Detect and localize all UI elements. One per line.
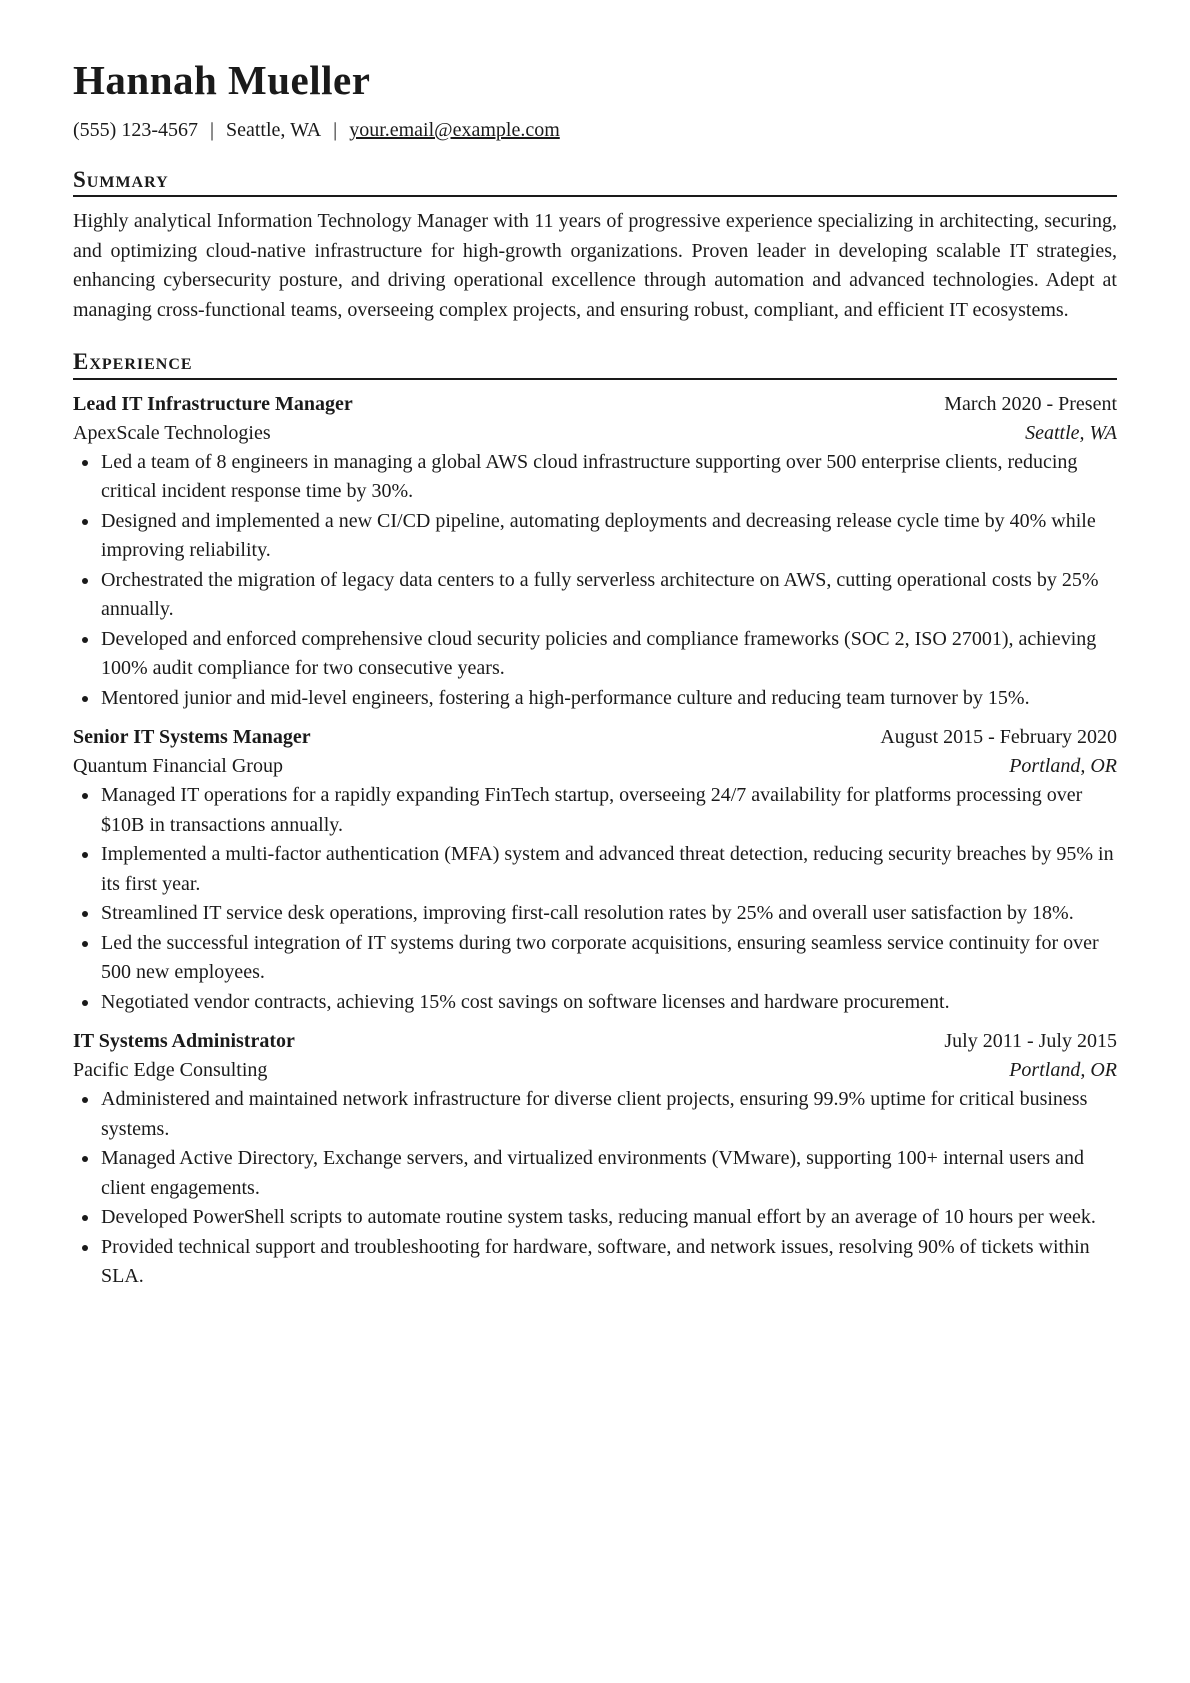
job-bullet xyxy=(73,1233,1117,1292)
job-bullet xyxy=(73,899,1117,929)
job-bullet xyxy=(73,840,1117,899)
job-bullet xyxy=(73,684,1117,714)
job-company-row xyxy=(73,1056,1117,1085)
bullet-icon xyxy=(82,1245,88,1251)
job-company-row xyxy=(73,752,1117,781)
job-location: Seattle, WA xyxy=(1025,421,1117,444)
summary-heading: Summary xyxy=(73,167,1117,197)
bullet-icon xyxy=(82,519,88,525)
job-bullet xyxy=(73,566,1117,625)
job-bullet-list xyxy=(73,448,1117,714)
job-title-row xyxy=(73,1027,1117,1056)
job-bullet-text: Mentored junior and mid-level engineers, fostering a high-performance culture and reducing team turnover by 15%. xyxy=(101,686,1030,709)
experience-list xyxy=(73,390,1117,1292)
job-bullet-list xyxy=(73,781,1117,1017)
job-bullet-text: Developed and enforced comprehensive cloud security policies and compliance frameworks (SOC 2, ISO 27001), achieving 100% audit compliance for two consecutive years. xyxy=(101,627,1097,680)
bullet-icon xyxy=(82,578,88,584)
contact-location: Seattle, WA xyxy=(226,119,322,142)
summary-text: Highly analytical Information Technology Manager with 11 years of progressive experience specializing in architecting, securing, and optimizing cloud-native infrastructure for high-growth organizations. Proven leader in developing scalable IT strategies, enhancing cybersecurity posture, and driving operational excellence through automation and advanced technologies. Adept at managing cross-functional teams, overseeing complex projects, and ensuring robust, compliant, and efficient IT ecosystems. xyxy=(73,210,1117,321)
bullet-icon xyxy=(82,911,88,917)
job-title-row xyxy=(73,390,1117,419)
job-bullet xyxy=(73,507,1117,566)
job-bullet xyxy=(73,1144,1117,1203)
job-bullet-text: Managed IT operations for a rapidly expanding FinTech startup, overseeing 24/7 availability for platforms processing over $10B in transactions annually. xyxy=(101,784,1083,836)
contact-separator: | xyxy=(209,119,214,142)
job-bullet xyxy=(73,625,1117,684)
bullet-icon xyxy=(82,637,88,643)
bullet-icon xyxy=(82,793,88,799)
job-bullet-text: Implemented a multi-factor authentication (MFA) system and advanced threat detection, reducing security breaches by 95% in its first year. xyxy=(101,843,1114,895)
job-dates: March 2020 - Present xyxy=(944,392,1117,415)
bullet-icon xyxy=(82,1215,88,1221)
bullet-icon xyxy=(82,941,88,947)
job-entry xyxy=(73,723,1117,1017)
job-entry xyxy=(73,390,1117,714)
email-link[interactable]: your.email@example.com xyxy=(349,119,560,142)
job-company: Quantum Financial Group xyxy=(73,755,283,778)
job-bullet-text: Led the successful integration of IT systems during two corporate acquisitions, ensuring seamless service continuity for over 500 new employees. xyxy=(101,931,1099,984)
bullet-icon xyxy=(82,1097,88,1103)
job-bullet xyxy=(73,448,1117,507)
bullet-icon xyxy=(82,460,88,466)
job-company: ApexScale Technologies xyxy=(73,421,271,444)
job-bullet-text: Developed PowerShell scripts to automate routine system tasks, reducing manual effort by an average of 10 hours per week. xyxy=(101,1206,1096,1229)
job-bullet-text: Negotiated vendor contracts, achieving 15% cost savings on software licenses and hardware procurement. xyxy=(101,990,950,1013)
job-bullet-text: Managed Active Directory, Exchange servers, and virtualized environments (VMware), supporting 100+ internal users and client engagements. xyxy=(101,1147,1085,1199)
experience-heading: Experience xyxy=(73,349,1117,379)
bullet-icon xyxy=(82,852,88,858)
phone-number: (555) 123-4567 xyxy=(73,119,198,142)
job-entry xyxy=(73,1027,1117,1292)
job-bullet-text: Provided technical support and troubleshooting for hardware, software, and network issues, resolving 90% of tickets within SLA. xyxy=(101,1235,1090,1288)
bullet-icon xyxy=(82,696,88,702)
job-title: Lead IT Infrastructure Manager xyxy=(73,392,353,415)
job-title: Senior IT Systems Manager xyxy=(73,726,311,749)
job-bullet xyxy=(73,929,1117,988)
job-bullet-text: Led a team of 8 engineers in managing a global AWS cloud infrastructure supporting over 500 enterprise clients, reducing critical incident response time by 30%. xyxy=(101,450,1078,503)
job-title: IT Systems Administrator xyxy=(73,1030,295,1053)
bullet-icon xyxy=(82,1156,88,1162)
bullet-icon xyxy=(82,1000,88,1006)
job-title-row xyxy=(73,723,1117,752)
job-company-row xyxy=(73,419,1117,448)
job-company: Pacific Edge Consulting xyxy=(73,1059,268,1082)
job-bullet-text: Administered and maintained network infrastructure for diverse client projects, ensuring 99.9% uptime for critical business systems. xyxy=(101,1088,1088,1140)
job-bullet-text: Orchestrated the migration of legacy data centers to a fully serverless architecture on AWS, cutting operational costs by 25% annually. xyxy=(101,568,1099,621)
candidate-name: Hannah Mueller xyxy=(73,57,371,103)
job-bullet xyxy=(73,988,1117,1018)
job-location: Portland, OR xyxy=(1009,755,1117,778)
job-bullet xyxy=(73,1203,1117,1233)
job-dates: July 2011 - July 2015 xyxy=(944,1030,1117,1053)
job-bullet-text: Streamlined IT service desk operations, improving first-call resolution rates by 25% and overall user satisfaction by 18%. xyxy=(101,902,1074,925)
contact-line xyxy=(73,117,1117,143)
job-location: Portland, OR xyxy=(1009,1059,1117,1082)
job-dates: August 2015 - February 2020 xyxy=(880,726,1117,749)
job-bullet xyxy=(73,1085,1117,1144)
job-bullet-text: Designed and implemented a new CI/CD pipeline, automating deployments and decreasing release cycle time by 40% while improving reliability. xyxy=(101,509,1096,562)
job-bullet-list xyxy=(73,1085,1117,1292)
job-bullet xyxy=(73,781,1117,840)
contact-separator: | xyxy=(333,119,338,142)
